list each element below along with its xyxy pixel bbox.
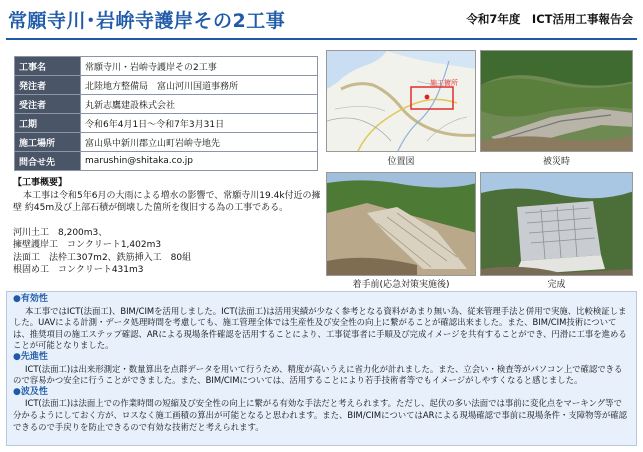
- advancement-heading: ●先進性: [13, 351, 48, 362]
- table-row: [15, 152, 318, 171]
- report-title: 令和7年度 ICT活用工事報告会: [466, 12, 633, 26]
- table-row: [15, 76, 318, 95]
- page-title: 常願寺川･岩峅寺護岸その2工事: [8, 10, 286, 32]
- quantity-list: [13, 227, 321, 277]
- map-graphic: [327, 51, 476, 152]
- header-rule: [6, 38, 637, 40]
- contact-email[interactable]: marushin@shitaka.co.jp: [81, 152, 318, 171]
- completed-caption: 完成: [547, 280, 566, 290]
- info-label: 工期: [15, 114, 81, 133]
- damage-photo: [480, 50, 633, 152]
- damage-caption: 被災時: [542, 157, 570, 167]
- completed-photo: [480, 172, 633, 276]
- info-value: 丸新志鷹建設株式会社: [81, 95, 318, 114]
- evaluation-panel: [6, 291, 637, 446]
- info-label: 施工場所: [15, 133, 81, 152]
- before-photo: [326, 172, 476, 276]
- header: [0, 0, 643, 40]
- advancement-body: ICT(法面工)は出来形測定・数量算出を点群データを用いて行うため、精度が高いうえに省力化が計れました。また、立会い・検査等がパソコン上で確認できるので容易かつ安全に行うことができました。また、BIM/CIMについては、活用することにより若手技術者等でもイメージがしやすくなると感じました。: [13, 363, 623, 386]
- effectiveness-heading: ●有効性: [13, 294, 48, 304]
- before-caption: 着手前(応急対策実施後): [352, 280, 450, 290]
- info-label: 問合せ先: [15, 152, 81, 171]
- info-value: 令和6年4月1日～令和7年3月31日: [81, 114, 318, 133]
- project-info-table: [14, 56, 318, 171]
- info-label: 発注者: [15, 76, 81, 95]
- ripple-effect-heading: ●波及性: [13, 386, 48, 397]
- project-summary: [13, 177, 321, 277]
- info-label: 工事名: [15, 57, 81, 76]
- info-value: 常願寺川・岩峅寺護岸その2工事: [81, 57, 318, 76]
- info-value: 北陸地方整備局 富山河川国道事務所: [81, 76, 318, 95]
- list-item: 根固め工 コンクリート431m3: [13, 265, 144, 275]
- map-caption: 位置図: [387, 157, 415, 167]
- table-row: [15, 95, 318, 114]
- table-row: [15, 57, 318, 76]
- location-map: [326, 50, 476, 152]
- info-label: 受注者: [15, 95, 81, 114]
- summary-body: 本工事は令和5年6月の大雨による増水の影響で、常願寺川19.4k付近の擁壁 約45m及び上部石積が倒壊した箇所を復旧する為の工事である。: [13, 190, 321, 213]
- info-value: 富山県中新川郡立山町岩峅寺地先: [81, 133, 318, 152]
- summary-title: 【工事概要】: [13, 178, 68, 188]
- ripple-effect-body: ICT(法面工)は法面上での作業時間の短縮及び安全性の向上に繋がる有効な手法だと考えられます。ただし、起伏の多い法面では事前に変化点をマーキング等で分かるようにしておく方が、ロスなく施工画積の算出が可能となると思われます。また、BIM/CIMについてはARによる現場確認で事前に現場条件・支障物等が確認できるので手戻りを防止できるので有効な技術だと考えられます。: [13, 398, 628, 432]
- list-item: 法面工 法枠工307m2、鉄筋挿入工 80組: [13, 252, 192, 263]
- table-row: [15, 114, 318, 133]
- list-item: 擁壁護岸工 コンクリート1,402m3: [13, 240, 162, 250]
- list-item: 河川土工 8,200m3、: [13, 227, 108, 238]
- effectiveness-body: 本工事ではICT(法面工)、BIM/CIMを活用しました。ICT(法面工)は活用実績が少なく参考となる資料があまり無い為、従来管理手法と併用で実施、比較検証しました。UAVによる計測・データ処理時間を考慮しても、施工管理全体では生産性及び安全性の向上に繋がることが確認出来ました。また、BIM/CIM技術については、推奨項目の施工ステップ確認、ARによる現場条件確認を活用することにより、工事従事者に手順及び完成イメージを共有することができ、円滑に工事を進めることが可能となりました。: [13, 305, 627, 351]
- map-marker-label: 施工箇所: [430, 79, 458, 87]
- table-row: [15, 133, 318, 152]
